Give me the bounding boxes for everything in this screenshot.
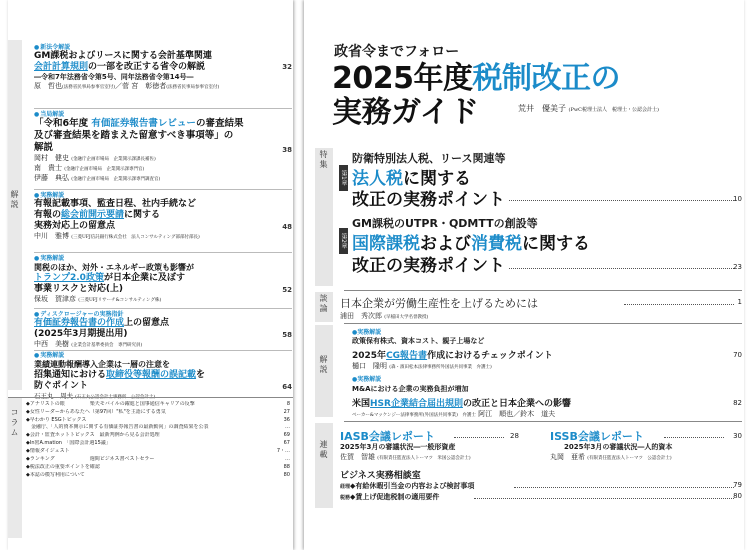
article-tag: ● 実務解説 (34, 352, 292, 359)
leader-dots (474, 498, 734, 499)
article-tag: ● 実務解説 (34, 255, 292, 262)
chapter-1-title[interactable]: 法人税に関する (352, 169, 471, 189)
leader-dots (514, 487, 734, 488)
column-row[interactable]: ◆税法改正の重要ポイントを確認 88 (26, 464, 290, 470)
page-number: 10 (733, 195, 742, 203)
column-row[interactable]: ◆女性リーダーからあなたへ（第97回）"私"を主語にする勇気 27 (26, 409, 290, 415)
article-author: 南 貴士 (金融庁企画市場局 企業開示課専門官) (34, 164, 145, 172)
article-title-line2: トランプ2.0政策が日本企業に及ぼす (34, 273, 185, 283)
column-row[interactable]: ◆会計・監査ホットトピックス 最新判例から見る会計処理 69 (26, 432, 290, 438)
iasb-page: 28 (510, 432, 519, 440)
separator (34, 308, 292, 309)
article-title-line2: 有報の総会前開示要請に関する (34, 210, 161, 220)
article-subtitle: ―令和7年法務省令第5号、同年法務省令第14号― (34, 73, 194, 81)
chapter-2-title-line2: 改正の実務ポイント (352, 256, 505, 276)
page-number: 32 (282, 63, 292, 71)
article-tag: ● 実務解説 (352, 374, 381, 383)
article-2[interactable] (34, 111, 292, 184)
section-rule (344, 290, 742, 291)
page-number: 58 (282, 331, 292, 339)
biz-row[interactable]: 税務◆賃上げ促進税制の適用要件 (340, 493, 440, 501)
article-author: ベーカー&マッケンジー法律事務所(外国法共同事業) 弁護士 阿江 順也／鈴木 道夫 (352, 410, 556, 418)
column-row[interactable]: ◆早わかり ESGトピックス 36 (26, 417, 290, 423)
article-title[interactable]: 米国HSR企業結合届出規則の改正と日本企業への影響 (352, 399, 571, 409)
article-title-line1: 有価証券報告書の作成上の留意点 (34, 318, 170, 328)
article-title-line2: 及び審査結果を踏まえた留意すべき事項等」の (34, 130, 234, 141)
article-title-line3: 実務対応上の留意点 48 (34, 221, 292, 231)
chapter-1-tag: 第1章 (339, 165, 348, 191)
discussion-title[interactable]: 日本企業が労働生産性を上げるためには (340, 297, 538, 310)
article-author: 伊藤 典弘 (金融庁企画市場局 企業開示課専門調査官) (34, 174, 161, 182)
chapter-2-subtitle: GM課税のUTPR・QDMTTの創設等 (352, 217, 538, 230)
issb-subtitle: 2025年3月の審議状況―人的資本 (564, 443, 673, 451)
kaisetsu-label: 解説 (319, 355, 328, 375)
article-title[interactable]: 2025年CG報告書作成におけるチェックポイント (352, 351, 553, 361)
column-row[interactable]: 金融庁、「人的資本開示に関する有価証券報告書の最新動向」の調査結果を公表 … (26, 424, 290, 430)
page-number: 79 (733, 481, 742, 489)
article-line1: 政策保有株式、資本コスト、親子上場など (352, 337, 485, 345)
iasb-subtitle: 2025年3月の審議状況―一般形資産 (340, 443, 456, 451)
column-row[interactable]: ◆情報ダイジェスト 7・… (26, 448, 290, 454)
article-3[interactable] (34, 192, 292, 242)
page-number: 80 (733, 492, 742, 500)
section-rule (344, 421, 742, 422)
feature-label: 特集 (319, 150, 328, 170)
column-row[interactable]: ◆ランキング 週間ビジネス書ベストセラー … (26, 456, 290, 462)
article-4[interactable] (34, 255, 292, 305)
separator (34, 350, 292, 351)
article-line1: M&Aにおける企業の実務負担が増加 (352, 385, 469, 393)
issb-title[interactable]: ISSB会議レポート (550, 430, 644, 443)
article-title-post: の一部を改正する省令の解説 (88, 62, 206, 72)
serial-label: 連載 (319, 440, 328, 460)
article-title-highlight: 会計計算規則 (34, 62, 89, 72)
chapter-1-title-line2: 改正の実務ポイント (352, 190, 505, 210)
page-number: 48 (282, 223, 292, 231)
article-author: 中川 雅博 (三菱UFJ信託銀行株式会社 法人コンサルティング部部付部長) (34, 232, 200, 240)
discussion-author: 浦田 秀次郎 (早稲田大学名誉教授) (340, 312, 429, 320)
article-title-line2: (2025年3月期提出用) 58 (34, 329, 292, 339)
article-tag: ● ディスクロージャーの実務指針 (34, 311, 292, 318)
article-1[interactable] (34, 44, 292, 92)
iasb-title[interactable]: IASB会議レポート (340, 430, 435, 443)
column-row[interactable]: ◆本誌の模写利用について 80 (26, 472, 290, 478)
chapter-2-title[interactable]: 国際課税および消費税に関する (352, 234, 590, 254)
column-section (8, 397, 293, 537)
chapter-1-subtitle: 防衛特別法人税、リース関連等 (352, 152, 506, 165)
iasb-author: 佐賀 智雄 (有限責任監査法人トーマツ 米国公認会計士) (340, 453, 471, 461)
page-number: 64 (282, 383, 292, 391)
article-author: 保坂 賀津彦 (三菱UFJリサーチ&コンサルティング株) (34, 295, 162, 303)
page-number: 38 (282, 146, 292, 154)
article-author: 石王丸 周夫 (石王丸公認会計士事務所 公認会計士) (34, 392, 156, 400)
article-title-line3: 解説 38 (34, 142, 292, 154)
feature-author: 荒井 優美子 (PwC税理士法人 税理士・公認会計士) (518, 104, 659, 113)
article-author: 中西 美樹 (企業会計基準委員会 専門研究員) (34, 340, 143, 348)
article-author: 岡村 健史 (金融庁企画市場局 企業開示課課長補佐) (34, 154, 156, 162)
article-title-line1: GM課税およびリースに関する会計基準関連 (34, 51, 212, 61)
feature-title-line1: 2025年度税制改正の (332, 61, 620, 96)
leader-dots (509, 200, 734, 201)
leader-dots (624, 304, 734, 305)
feature-top-label: 政省令までフォロー (334, 44, 460, 60)
leader-dots (454, 437, 504, 438)
column-row[interactable]: ◆アナリストの眼 楽天モバイルの躍進と国事通信キャリアの反撃 8 (26, 401, 290, 407)
separator (34, 189, 292, 190)
column-label: コラム (10, 408, 19, 438)
page-number: 82 (733, 399, 742, 407)
article-title-line1: 関税のほか、対外・エネルギー政策も影響が (34, 263, 194, 272)
right-page (304, 0, 744, 550)
page-number: 52 (282, 286, 292, 294)
article-title-line2: 招集通知における取締役等報酬の誤記載を (34, 370, 206, 380)
left-page (8, 0, 293, 550)
category-label-kaisetsu: 解説 (10, 190, 19, 210)
page-number: 1 (737, 298, 742, 306)
article-tag: ● 新法令解説 (34, 44, 292, 51)
article-title-line2 (34, 62, 292, 73)
page-number: 23 (733, 263, 742, 271)
category-bar (8, 40, 22, 390)
issb-page: 30 (733, 432, 742, 440)
leader-dots (509, 268, 734, 269)
article-author: 樋口 隆明 (森・濱田松本法律事務所外国法共同事業 弁護士) (352, 362, 492, 370)
column-row[interactable]: ◆In密A.mation 「国際会計週15議」 67 (26, 440, 290, 446)
issb-author: 丸岡 亜希 (有限責任監査法人トーマツ 公認会計士) (550, 453, 672, 461)
section-rule (344, 323, 742, 324)
article-title-line1: 「令和6年度 有価証券報告書レビューの審査結果 (34, 118, 244, 129)
serial-side-bar (315, 423, 333, 508)
article-title-line3: 事業リスクと対応(上) 52 (34, 284, 292, 294)
article-5[interactable] (34, 311, 292, 350)
page-number: 70 (733, 351, 742, 359)
article-6[interactable] (34, 352, 292, 402)
article-title-line1: 業績連動報酬導入企業は一層の注意を (34, 360, 170, 369)
separator (34, 252, 292, 253)
biz-row[interactable]: 経理◆有給休暇引当金の内容および検討事項 (340, 482, 475, 490)
feature-title-line2: 実務ガイド (332, 95, 479, 130)
discussion-label: 談論 (319, 294, 328, 314)
article-tag: ● 実務解説 (34, 192, 292, 199)
article-title-line1: 有報記載事項、監査日程、社内手続など (34, 199, 197, 209)
article-tag: ● 実務解説 (352, 327, 381, 336)
chapter-2-tag: 第2章 (339, 228, 348, 254)
separator (34, 108, 292, 109)
article-title-line3: 防ぐポイント 64 (34, 381, 292, 391)
article-tag: ● 当局解説 (34, 111, 292, 118)
leader-dots (664, 437, 724, 438)
article-author: 原 哲也(法務省民事局参事官室付)／菅 宮 彰徳者(法務省民事局参事官室付) (34, 82, 220, 90)
biz-consult-title: ビジネス実務相談室 (340, 471, 421, 481)
